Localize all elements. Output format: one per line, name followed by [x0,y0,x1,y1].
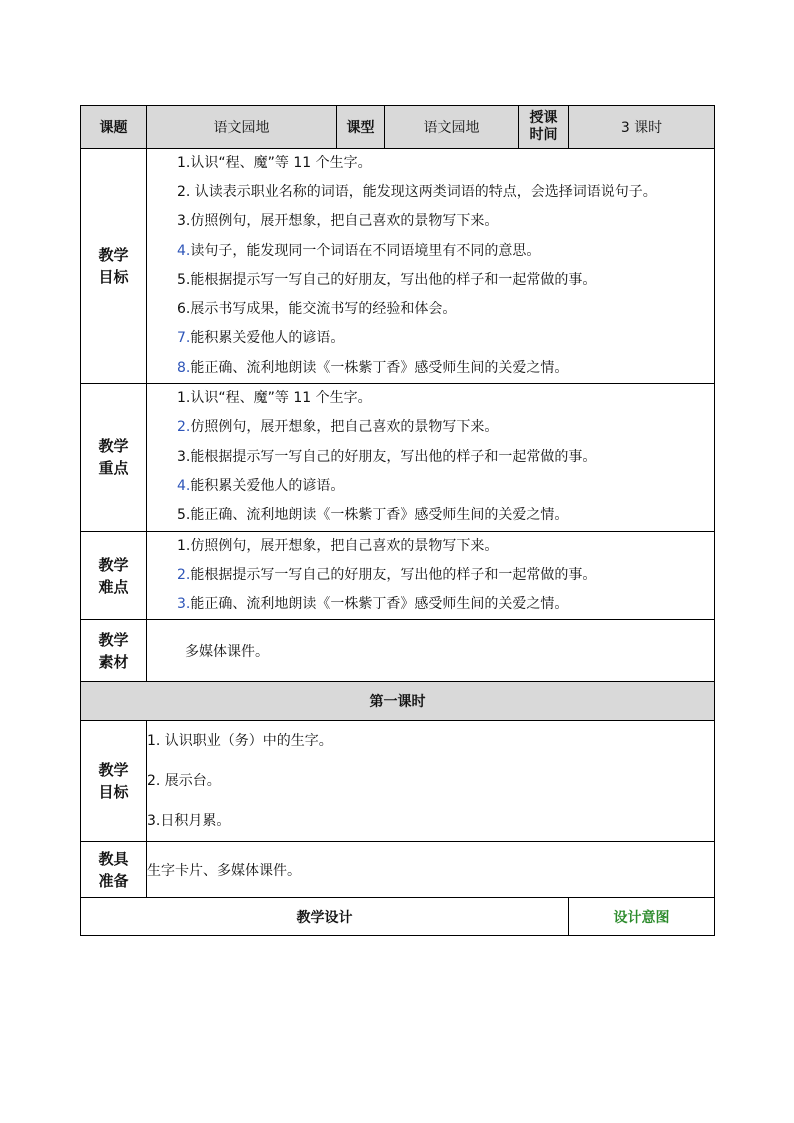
list-item: 2.仿照例句，展开想象，把自己喜欢的景物写下来。 [177,419,499,436]
first-lesson-title: 第一课时 [81,682,715,721]
materials-text: 多媒体课件。 [147,620,715,682]
header-row [81,106,715,149]
list-item: 1. 认识职业（务）中的生字。 [147,733,333,750]
list-item: 2.能根据提示写一写自己的好朋友，写出他的样子和一起常做的事。 [177,566,597,583]
design-label: 教学设计 [81,898,569,936]
subject-label: 课题 [81,106,147,149]
list-item: 2. 认读表示职业名称的词语，能发现这两类词语的特点，会选择词语说句子。 [177,184,657,201]
list-item: 1.认识“程、魔”等 11 个生字。 [177,155,372,171]
time-label-text: 授课时间 [529,110,558,143]
goals-label-text: 教学目标 [98,246,129,287]
list-item: 6.展示书写成果，能交流书写的经验和体会。 [177,301,457,318]
list-item: 2. 展示台。 [147,773,221,790]
lesson-plan-table [80,105,715,936]
list-item: 7.能积累关爱他人的谚语。 [177,330,345,347]
difficulties-label: 教学难点 [81,531,147,620]
list-item: 3.日积月累。 [147,813,231,830]
first-lesson-goals-label: 教学目标 [81,721,147,842]
list-item: 8.能正确、流利地朗读《一株紫丁香》感受师生间的关爱之情。 [177,359,569,376]
difficulties-row [81,531,715,620]
materials-row [81,620,715,682]
type-value: 语文园地 [385,106,519,149]
goals-row [81,149,715,384]
list-item: 3.能根据提示写一写自己的好朋友，写出他的样子和一起常做的事。 [177,448,597,465]
first-lesson-goals-row [81,721,715,842]
first-lesson-goals-list [147,721,715,842]
time-label [519,106,569,149]
list-item: 1.仿照例句，展开想象，把自己喜欢的景物写下来。 [177,537,499,554]
key-points-label: 教学重点 [81,384,147,531]
list-item: 5.能根据提示写一写自己的好朋友，写出他的样子和一起常做的事。 [177,271,597,288]
materials-label: 教学素材 [81,620,147,682]
time-value: 3 课时 [569,106,715,149]
tools-row [81,842,715,898]
list-item: 3.能正确、流利地朗读《一株紫丁香》感受师生间的关爱之情。 [177,596,569,613]
difficulties-list [147,531,715,620]
design-row [81,898,715,936]
goals-list [147,149,715,384]
list-item: 4.读句子，能发现同一个词语在不同语境里有不同的意思。 [177,242,541,259]
list-item: 1.认识“程、魔”等 11 个生字。 [177,390,372,407]
type-label: 课型 [337,106,385,149]
list-item: 5.能正确、流利地朗读《一株紫丁香》感受师生间的关爱之情。 [177,507,569,524]
key-points-row [81,384,715,531]
subject-value: 语文园地 [147,106,337,149]
tools-label: 教具准备 [81,842,147,898]
intent-label: 设计意图 [569,898,715,936]
key-points-list [147,384,715,531]
first-lesson-title-row [81,682,715,721]
list-item: 3.仿照例句，展开想象，把自己喜欢的景物写下来。 [177,213,499,230]
tools-text: 生字卡片、多媒体课件。 [147,842,715,898]
list-item: 4.能积累关爱他人的谚语。 [177,477,345,494]
goals-label [81,149,147,384]
